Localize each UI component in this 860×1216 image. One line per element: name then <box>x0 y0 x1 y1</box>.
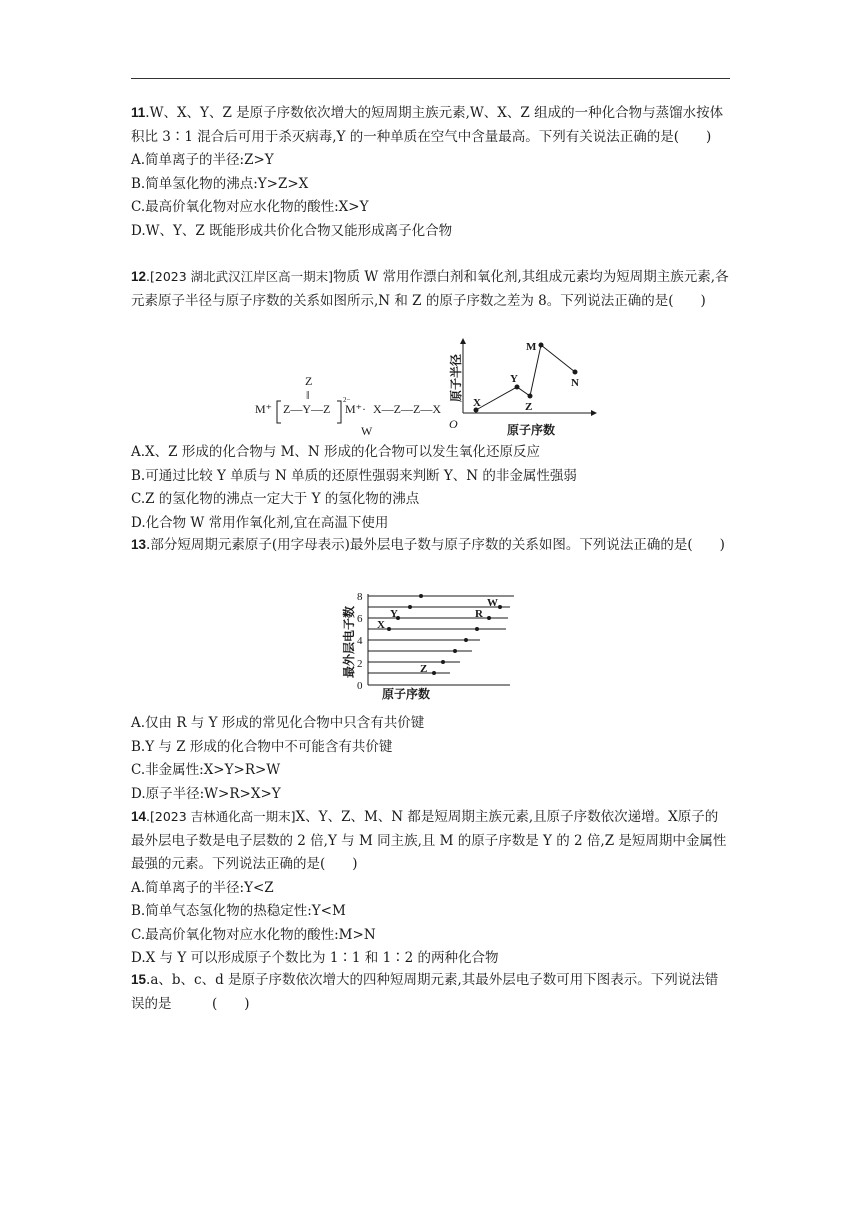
label-z: Z <box>420 663 428 675</box>
label-x: X <box>377 619 385 631</box>
compound-label-w: W <box>361 424 373 438</box>
question-number: 14 <box>131 809 147 824</box>
question-number: 12 <box>131 269 147 284</box>
radius-vs-number-graph <box>443 330 603 440</box>
question-11 <box>131 101 731 243</box>
option-c: C.最高价氧化物对应水化物的酸性:M>N <box>131 926 376 943</box>
option-c: C.最高价氧化物对应水化物的酸性:X>Y <box>131 199 369 215</box>
double-bond: ‖ <box>306 388 310 402</box>
ytick-0: 0 <box>357 680 363 692</box>
x-axis-label: 原子序数 <box>507 423 556 437</box>
label-y: Y <box>390 608 398 620</box>
cation-m: M⁺ <box>255 402 273 416</box>
option-b: B.简单氢化物的沸点:Y>Z>X <box>131 175 309 192</box>
point-y <box>515 385 520 390</box>
question-number: 13 <box>131 537 147 552</box>
top-rule <box>131 78 730 79</box>
label-r: R <box>475 608 483 620</box>
left-bracket <box>277 401 281 423</box>
option-d: D.W、Y、Z 既能形成共价化合物又能形成离子化合物 <box>131 222 453 239</box>
option-b: B.Y 与 Z 形成的化合物中不可能含有共价键 <box>131 738 393 755</box>
option-a: A.简单离子的半径:Y<Z <box>131 879 274 896</box>
ytick-6: 6 <box>357 613 363 625</box>
question-12 <box>131 265 731 313</box>
charge: 2− <box>343 396 351 404</box>
y-axis-label: 原子半径 <box>449 353 463 402</box>
question-13-options <box>131 712 731 806</box>
point-z <box>528 394 533 399</box>
point-m <box>539 343 544 348</box>
option-b: B.简单气态氢化物的热稳定性:Y<M <box>131 903 346 919</box>
ytick-4: 4 <box>357 635 363 647</box>
origin-label: O <box>449 417 458 431</box>
question-stem: 11.W、X、Y、Z 是原子序数依次增大的短周期主族元素,W、X、Z 组成的一种化合物与蒸馏水按体积比 3∶1 混合后可用于杀灭病毒,Y 的一种单质在空气中含量最高。下列有关说法正确的是( ) <box>131 105 724 145</box>
top-atom-z: Z <box>305 374 313 388</box>
label-x: X <box>473 397 481 409</box>
question-stem: 15.a、b、c、d 是原子序数依次增大的四种短周期元素,其最外层电子数可用下图表示。下列说法错误的是 ( ) <box>131 972 719 1012</box>
question-source: .[2023 吉林通化高一期末] <box>146 809 296 824</box>
label-w: W <box>487 597 498 609</box>
option-c: C.Z 的氢化物的沸点一定大于 Y 的氢化物的沸点 <box>131 491 420 507</box>
question-12-options <box>131 441 731 535</box>
right-bracket <box>337 401 341 423</box>
option-b: B.可通过比较 Y 单质与 N 单质的还原性强弱来判断 Y、N 的非金属性强弱 <box>131 467 577 484</box>
peroxide-chain: X—Z—Z—X <box>373 402 441 416</box>
ytick-2: 2 <box>357 658 363 670</box>
question-13 <box>131 533 731 558</box>
electrons-vs-number-graph <box>340 590 520 702</box>
question-stem: 13.部分短周期元素原子(用字母表示)最外层电子数与原子序数的关系如图。下列说法正确的是( ) <box>131 537 725 553</box>
option-d: D.化合物 W 常用作氧化剂,宜在高温下使用 <box>131 514 389 531</box>
question-15 <box>131 968 731 1016</box>
label-z: Z <box>525 401 533 413</box>
anion-chain: Z—Y—Z <box>283 402 331 416</box>
option-c: C.非金属性:X>Y>R>W <box>131 762 281 778</box>
y-axis-label: 最外层电子数 <box>342 605 356 678</box>
cation-m-2: M⁺· <box>345 402 366 416</box>
question-number: 11 <box>131 105 146 120</box>
ytick-8: 8 <box>357 591 363 603</box>
label-m: M <box>526 341 537 353</box>
x-axis-label: 原子序数 <box>382 687 431 701</box>
question-number: 15 <box>131 972 147 987</box>
option-a: A.X、Z 形成的化合物与 M、N 形成的化合物可以发生氧化还原反应 <box>131 444 541 460</box>
label-n: N <box>571 377 579 389</box>
option-a: A.仅由 R 与 Y 形成的常见化合物中只含有共价键 <box>131 715 425 731</box>
question-14 <box>131 805 731 971</box>
question-source: .[2023 湖北武汉江岸区高一期末] <box>146 269 334 284</box>
label-y: Y <box>510 373 518 385</box>
option-d: D.X 与 Y 可以形成原子个数比为 1∶1 和 1∶2 的两种化合物 <box>131 950 499 966</box>
question-stem: 12.[2023 湖北武汉江岸区高一期末]物质 W 常用作漂白剂和氧化剂,其组成元素均为短周期主族元素,各元素原子半径与原子序数的关系如图所示,N 和 Z 的原子序数之差为 8。下列说法正确的是( ) <box>131 269 729 309</box>
question-stem: 14.[2023 吉林通化高一期末]X、Y、Z、M、N 都是短周期主族元素,且原子序数依次递增。X原子的最外层电子数是电子层数的 2 倍,Y 与 M 同主族,且 M 的原子序数是 Y 的 2 倍,Z 是短周期中金属性最强的元素。下列说法正确的是( ) <box>131 809 727 872</box>
point-n <box>573 370 578 375</box>
option-a: A.简单离子的半径:Z>Y <box>131 152 274 168</box>
option-d: D.原子半径:W>R>X>Y <box>131 785 281 802</box>
